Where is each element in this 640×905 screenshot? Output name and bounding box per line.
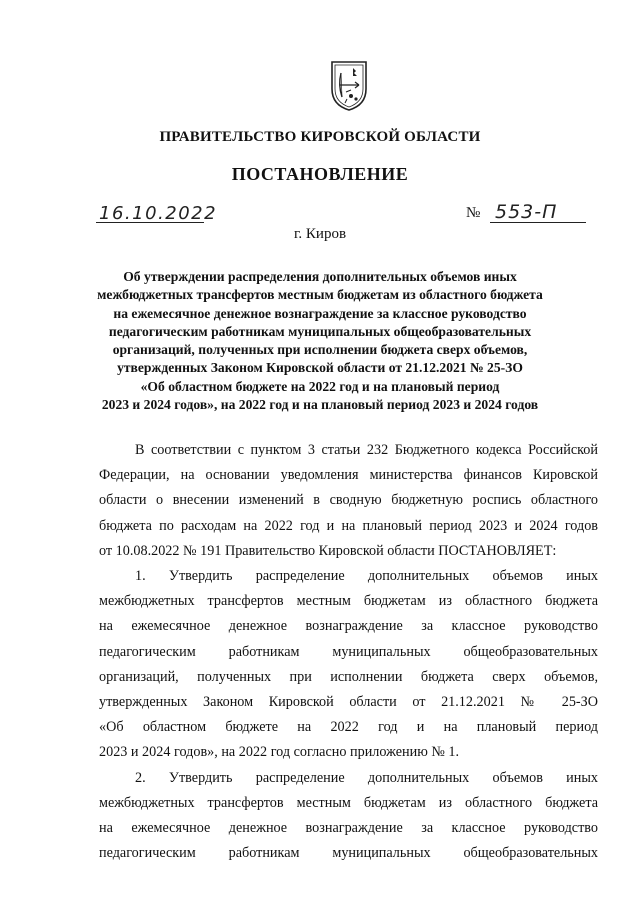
subject-line: межбюджетных трансфертов местным бюджетам из областного бюджета — [97, 287, 543, 303]
number-underline — [490, 222, 586, 223]
body-line: на ежемесячное денежное вознаграждение за классное руководство — [99, 820, 598, 837]
subject-line: на ежемесячное денежное вознаграждение за классное руководство — [113, 305, 527, 321]
body-line: бюджета по расходам на 2022 год и на плановый период 2023 и 2024 годов — [99, 517, 598, 534]
item-1-paragraph — [99, 564, 598, 766]
subject-line: Об утверждении распределения дополнительных объемов иных — [123, 269, 517, 284]
item-2-paragraph — [99, 766, 598, 867]
document-body — [99, 438, 598, 866]
body-line: организаций, полученных при исполнении бюджета сверх объемов, — [99, 668, 598, 685]
body-line: межбюджетных трансфертов местным бюджетам из областного бюджета — [99, 794, 598, 811]
body-line: Федерации, на основании уведомления министерства финансов Кировской — [99, 467, 598, 484]
organization-name: ПРАВИТЕЛЬСТВО КИРОВСКОЙ ОБЛАСТИ — [159, 129, 481, 145]
body-line: 2. Утвердить распределение дополнительных объемов иных — [135, 769, 598, 786]
body-line: педагогическим работникам муниципальных общеобразовательных — [99, 643, 598, 660]
body-line: педагогическим работникам муниципальных общеобразовательных — [99, 845, 598, 862]
body-line: 2023 и 2024 годов», на 2022 год согласно приложению № 1. — [99, 744, 460, 761]
number-sign: № — [466, 205, 481, 221]
subject-line: педагогическим работникам муниципальных общеобразовательных — [108, 323, 532, 339]
body-line: от 10.08.2022 № 191 Правительство Кировской области ПОСТАНОВЛЯЕТ: — [99, 542, 557, 559]
subject-line: организаций, полученных при исполнении бюджета сверх объемов, — [112, 342, 528, 358]
preamble-paragraph — [99, 438, 598, 564]
document-number: 553-П — [495, 201, 558, 223]
body-line: межбюджетных трансфертов местным бюджетам из областного бюджета — [99, 593, 598, 610]
body-line: области о внесении изменений в сводную бюджетную роспись областного — [99, 492, 598, 509]
subject-line: «Об областном бюджете на 2022 год и на плановый период — [140, 378, 500, 394]
body-line: В соответствии с пунктом 3 статьи 232 Бюджетного кодекса Российской — [135, 442, 598, 458]
body-line: на ежемесячное денежное вознаграждение за классное руководство — [99, 618, 598, 635]
body-line: 1. Утвердить распределение дополнительных объемов иных — [135, 568, 598, 585]
kirov-region-coat-of-arms-icon — [329, 59, 369, 113]
document-type: ПОСТАНОВЛЕНИЕ — [231, 164, 409, 184]
subject-line: утвержденных Законом Кировской области от 21.12.2021 № 25-ЗО — [117, 360, 523, 376]
city: г. Киров — [293, 226, 347, 242]
document-subject — [80, 268, 560, 414]
body-line: «Об областном бюджете на 2022 год и на плановый период — [99, 719, 598, 736]
document-date: 16.10.2022 — [99, 203, 218, 224]
body-line: утвержденных Законом Кировской области от 21.12.2021 № 25-ЗО — [99, 694, 598, 711]
date-underline — [96, 222, 204, 223]
subject-line: 2023 и 2024 годов», на 2022 год и на плановый период 2023 и 2024 годов — [101, 397, 539, 413]
